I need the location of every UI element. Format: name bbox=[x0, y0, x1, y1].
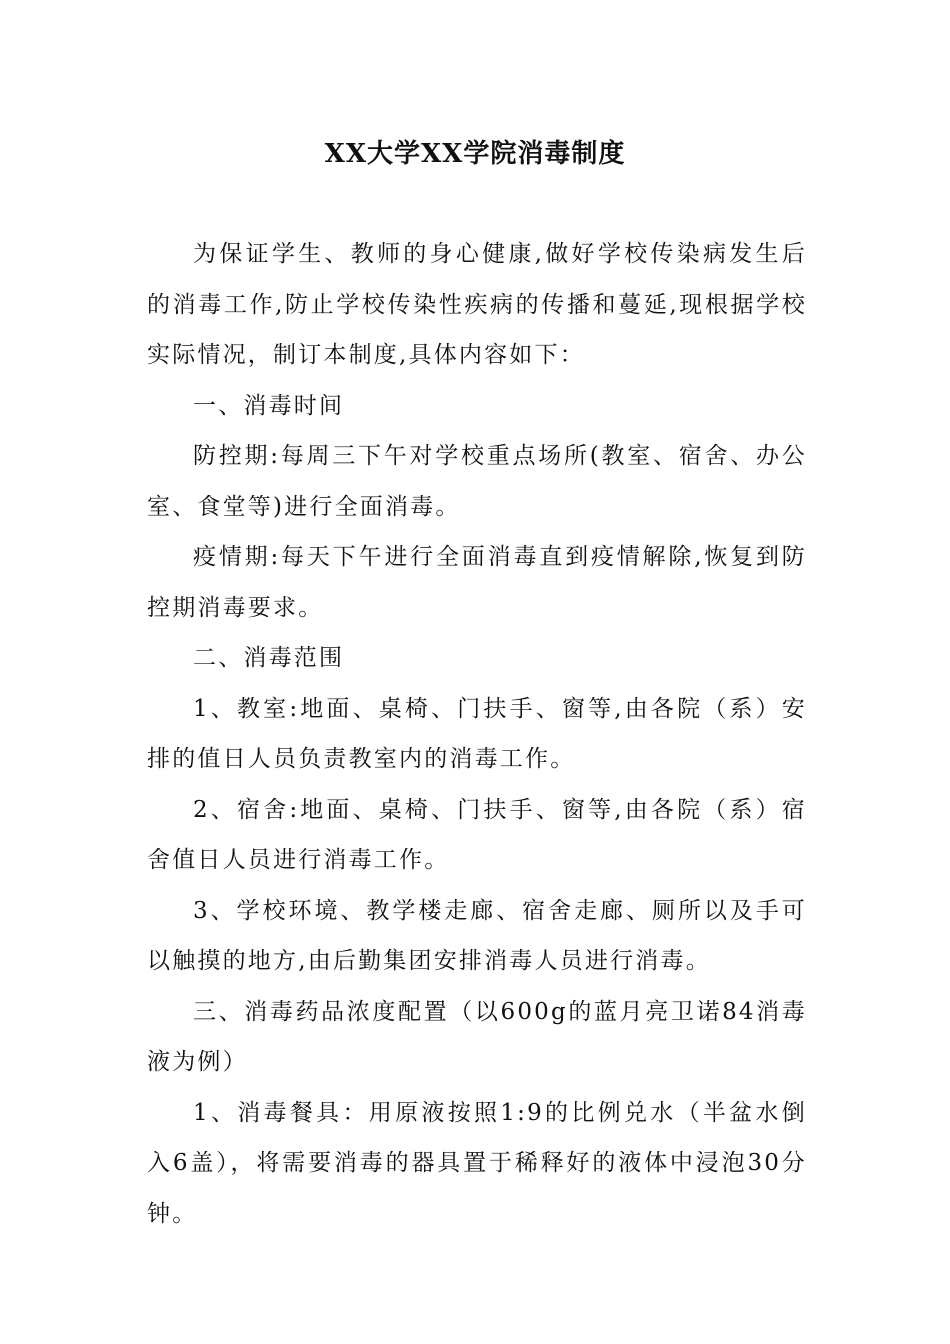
section-heading-disinfection-scope: 二、消毒范围 bbox=[193, 645, 345, 671]
section-heading-disinfection-time: 一、消毒时间 bbox=[193, 392, 345, 419]
paragraph-campus-environment: 3、学校环境、教学楼走廊、宿舍走廊、厕所以及手可以触摸的地方,由后勤集团安排消毒人员进行消毒。 bbox=[147, 897, 807, 974]
section-heading-disinfectant-concentration: 三、消毒药品浓度配置（以600g的蓝月亮卫诺84消毒液为例） bbox=[147, 998, 807, 1075]
document-body bbox=[147, 229, 807, 1239]
paragraph-classroom: 1、教室:地面、桌椅、门扶手、窗等,由各院（系）安排的值日人员负责教室内的消毒工作。 bbox=[147, 695, 807, 772]
paragraph-prevention-period: 防控期:每周三下午对学校重点场所(教室、宿舍、办公室、食堂等)进行全面消毒。 bbox=[147, 443, 807, 520]
intro-paragraph: 为保证学生、教师的身心健康,做好学校传染病发生后的消毒工作,防止学校传染性疾病的传播和蔓延,现根据学校实际情况，制订本制度,具体内容如下： bbox=[147, 241, 807, 368]
paragraph-dormitory: 2、宿舍:地面、桌椅、门扶手、窗等,由各院（系）宿舍值日人员进行消毒工作。 bbox=[147, 796, 807, 873]
paragraph-epidemic-period: 疫情期:每天下午进行全面消毒直到疫情解除,恢复到防控期消毒要求。 bbox=[147, 544, 807, 621]
paragraph-tableware-disinfection: 1、消毒餐具：用原液按照1:9的比例兑水（半盆水倒入6盖），将需要消毒的器具置于稀释好的液体中浸泡30分钟。 bbox=[147, 1099, 807, 1227]
document-title: XX大学XX学院消毒制度 bbox=[324, 139, 626, 169]
